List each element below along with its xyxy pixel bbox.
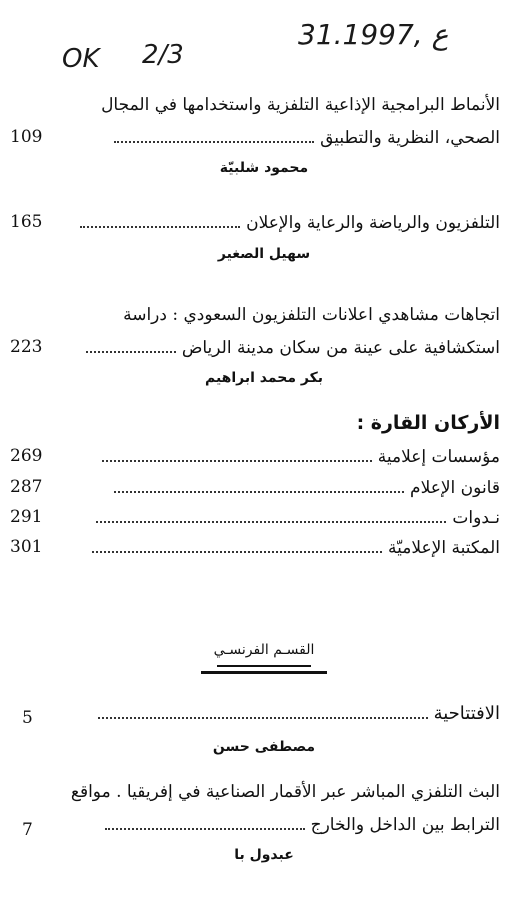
handwritten-ok-mark: OK — [62, 44, 100, 74]
page-number: 109 — [10, 127, 43, 147]
fixed-item-title: قانون الإعلام — [410, 478, 500, 498]
page-number: 223 — [10, 337, 43, 357]
fixed-item — [96, 507, 500, 529]
leader-dots — [105, 822, 305, 830]
page-number: 269 — [10, 446, 43, 466]
section-heading: الأركان القارة : — [356, 412, 500, 434]
leader-dots — [98, 711, 428, 719]
author-name: مصطفى حسن — [212, 739, 316, 755]
french-section-title: القسـم الفرنسـي — [213, 642, 315, 658]
entry-title-text: الافتتاحية — [433, 703, 500, 724]
entry-title-text: التلفزيون والرياضة والرعاية والإعلان — [246, 213, 500, 233]
page-number: 301 — [10, 537, 43, 557]
leader-dots — [114, 485, 404, 493]
page-number: 7 — [22, 820, 33, 840]
title-underline — [201, 671, 327, 674]
entry-title-line: البث التلفزي المباشر عبر الأقمار الصناعية في إفريقيا . مواقع — [70, 782, 500, 802]
handwritten-fraction: 2/3 — [142, 40, 184, 70]
author-name: محمود شلبيّة — [219, 160, 309, 176]
page-number: 5 — [22, 708, 33, 728]
fixed-item-title: مؤسسات إعلامية — [377, 447, 500, 467]
page-number: 287 — [10, 477, 43, 497]
fixed-item-title: المكتبة الإعلاميّة — [388, 538, 500, 558]
leader-dots — [96, 515, 446, 523]
leader-dots — [80, 220, 240, 228]
author-name: بكر محمد ابراهيم — [204, 370, 324, 386]
entry-title-line — [98, 703, 500, 725]
fixed-item — [92, 537, 500, 559]
fixed-item-title: نـدوات — [452, 508, 500, 528]
entry-title-line: اتجاهات مشاهدي اعلانات التلفزيون السعودي : دراسة — [123, 305, 500, 325]
entry-title-text: استكشافية على عينة من سكان مدينة الرياض — [181, 338, 500, 358]
fixed-item — [102, 446, 500, 468]
author-name: عبدول با — [234, 847, 294, 863]
entry-title-line — [105, 814, 500, 836]
entry-title-text: الترابط بين الداخل والخارج — [310, 815, 500, 835]
title-underline — [217, 665, 311, 667]
page-number: 291 — [10, 507, 43, 527]
handwritten-date: 31.ع ,1997 — [298, 18, 449, 51]
page-number: 165 — [10, 212, 43, 232]
entry-title-line — [114, 127, 500, 149]
leader-dots — [114, 135, 314, 143]
entry-title-text: الصحي، النظرية والتطبيق — [320, 128, 500, 148]
leader-dots — [86, 345, 176, 353]
entry-title-line — [80, 212, 500, 234]
entry-title-line — [86, 337, 500, 359]
fixed-item — [114, 477, 500, 499]
leader-dots — [92, 545, 382, 553]
entry-title-line: الأنماط البرامجية الإذاعية التلفزية واستخدامها في المجال — [101, 95, 500, 115]
author-name: سهيل الصغير — [217, 246, 311, 262]
leader-dots — [102, 454, 372, 462]
